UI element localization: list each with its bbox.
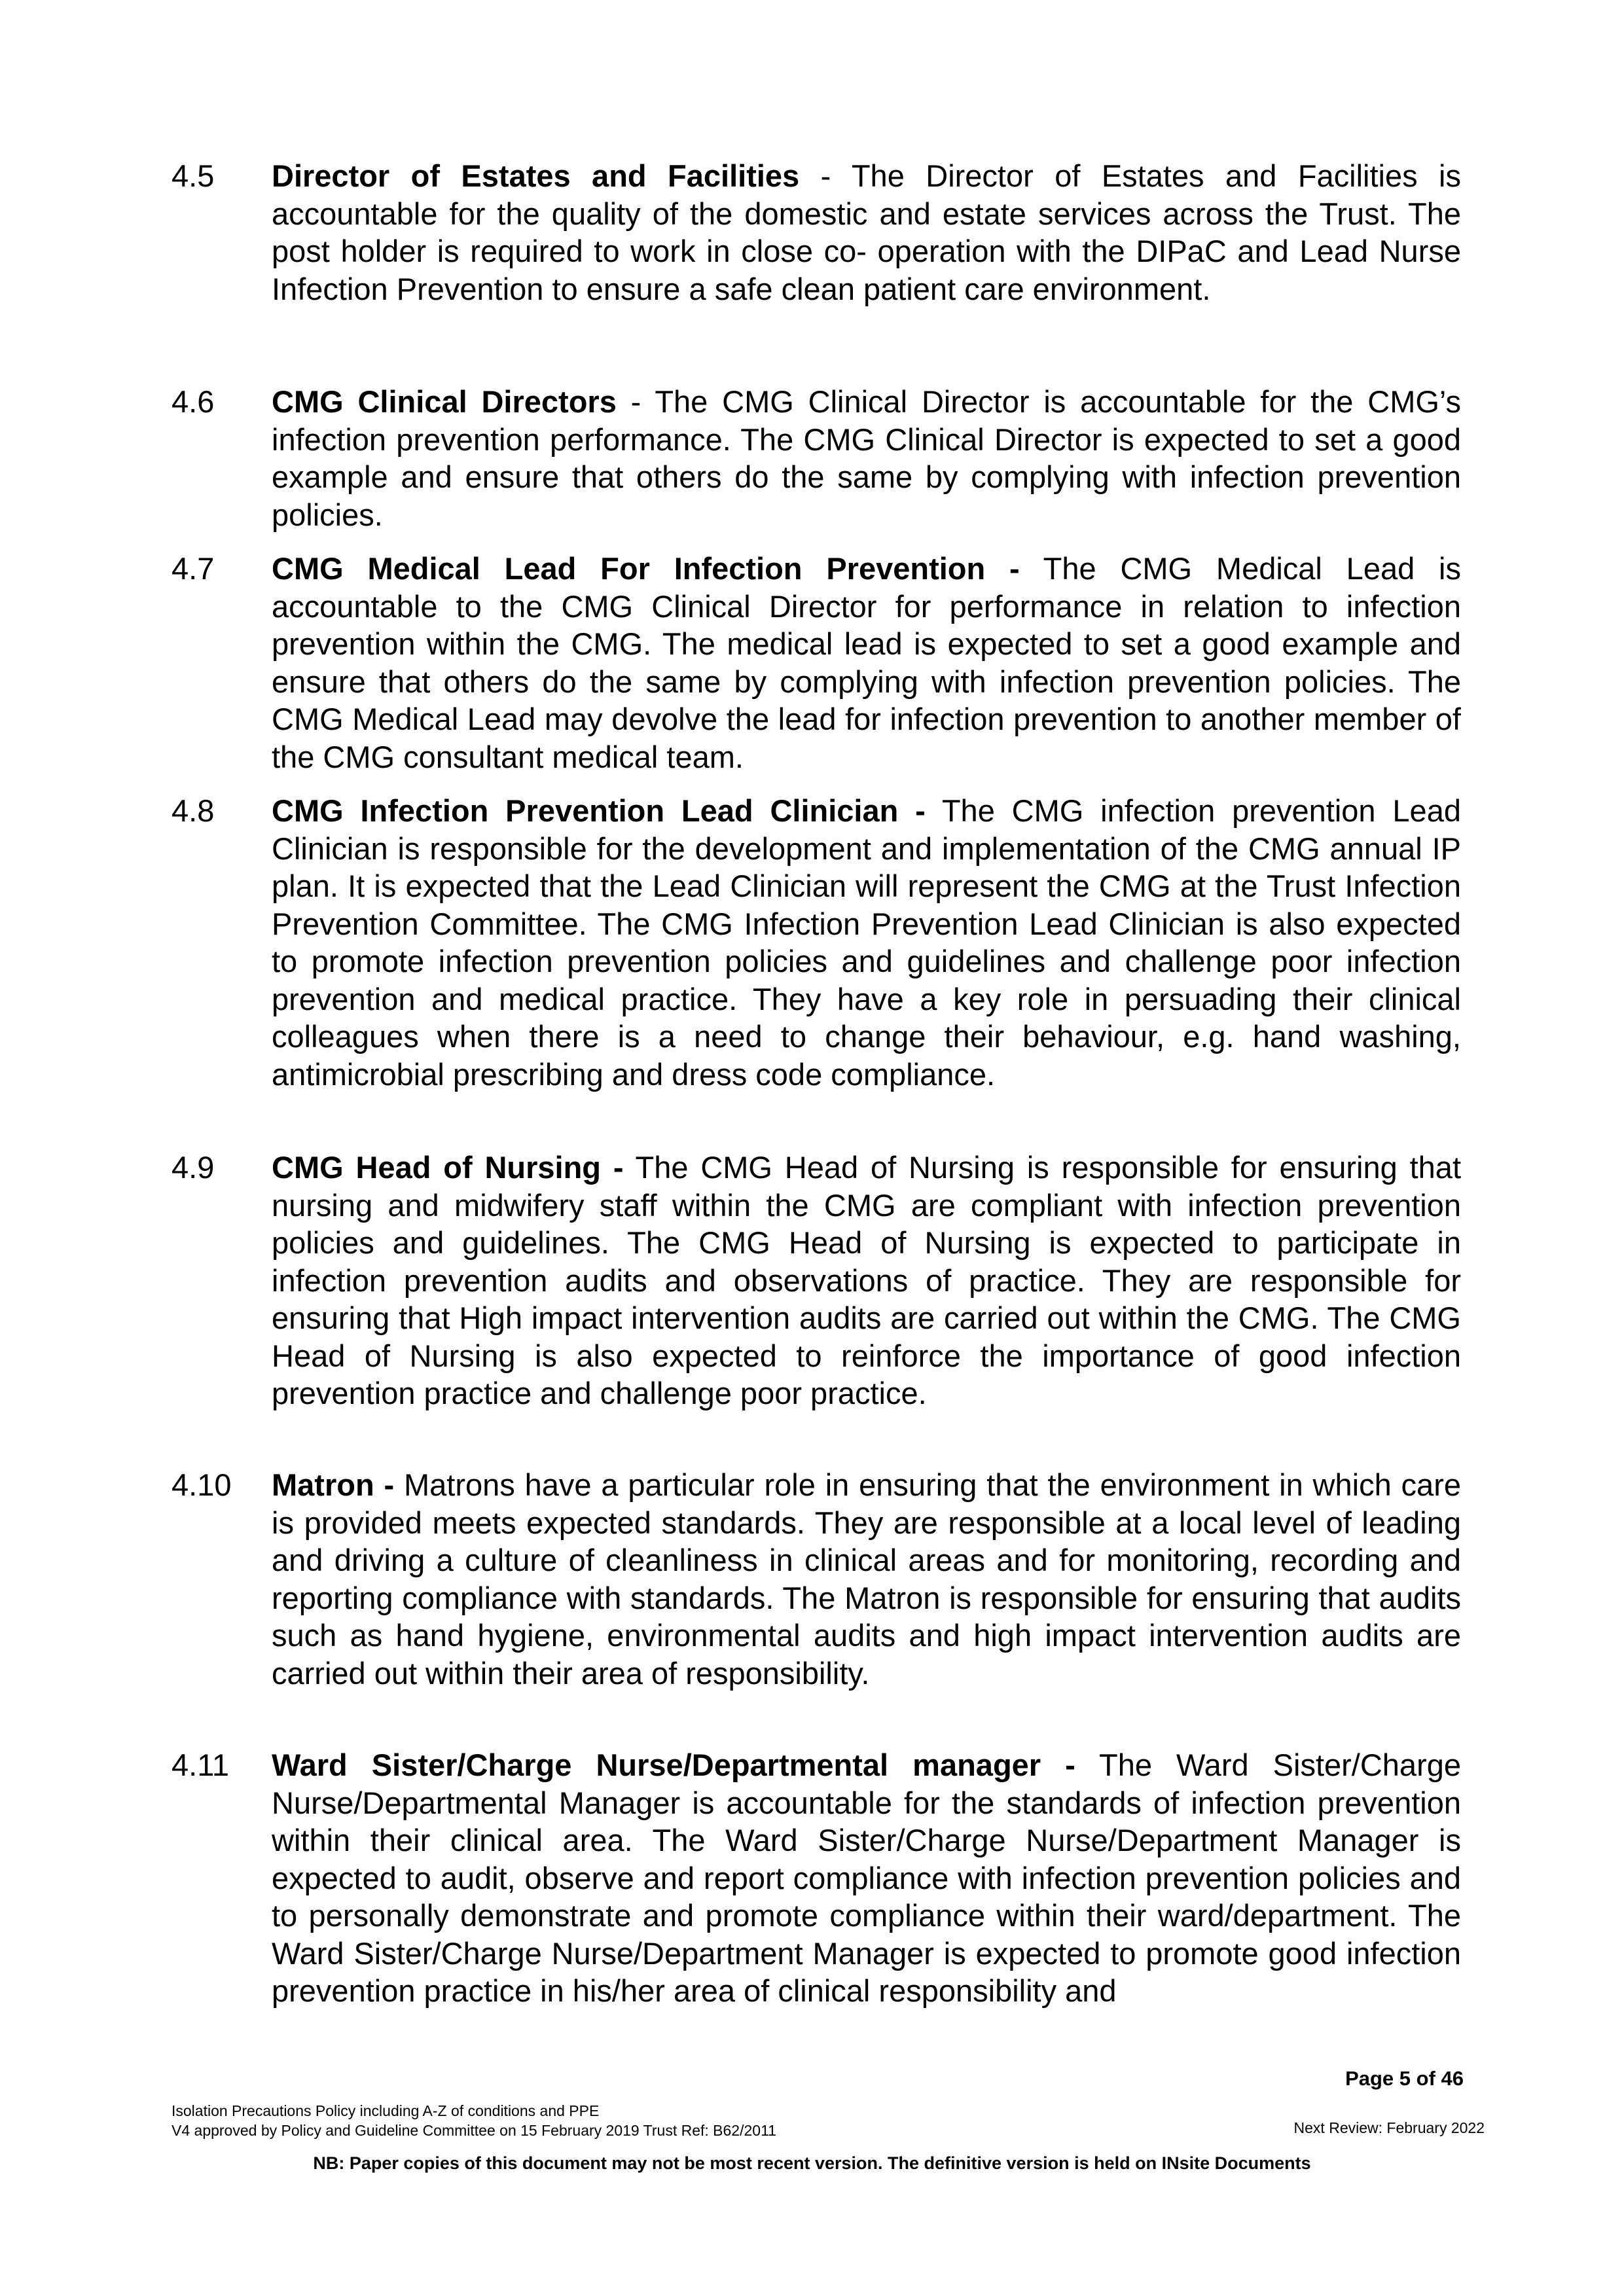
section-4-10 bbox=[171, 1466, 1461, 1692]
section-title: Ward Sister/Charge Nurse/Departmental manager - bbox=[272, 1748, 1075, 1782]
section-number: 4.5 bbox=[171, 158, 215, 193]
page-number: Page 5 of 46 bbox=[1345, 2067, 1464, 2090]
footer-info bbox=[171, 2101, 776, 2140]
section-body bbox=[272, 1746, 1461, 2010]
section-text: Matrons have a particular role in ensuring that the environment in which care is provided meets expected standards. They are responsible at a local level of leading and driving a culture of cleanliness in clinical areas and for monitoring, recording and reporting compliance with standards. The Matron is responsible for ensuring that audits such as hand hygiene, environmental audits and high impact intervention audits are carried out within their area of responsibility. bbox=[272, 1467, 1461, 1691]
title-separator bbox=[624, 1150, 636, 1185]
section-text: The CMG Clinical Director is accountable for the CMG’s infection prevention performance. The CMG Clinical Director is expected to set a good example and ensure that others do the same by complying with infection prevention policies. bbox=[272, 384, 1461, 532]
section-4-9 bbox=[171, 1149, 1461, 1412]
section-body bbox=[272, 792, 1461, 1093]
section-4-7 bbox=[171, 550, 1461, 776]
section-number: 4.9 bbox=[171, 1150, 215, 1185]
section-number: 4.10 bbox=[171, 1467, 232, 1502]
title-separator bbox=[394, 1467, 404, 1502]
section-number: 4.11 bbox=[171, 1748, 229, 1782]
section-title: CMG Head of Nursing - bbox=[272, 1150, 624, 1185]
section-body bbox=[272, 550, 1461, 776]
section-body bbox=[272, 157, 1461, 308]
section-title: Matron - bbox=[272, 1467, 395, 1502]
section-text: The CMG Head of Nursing is responsible for ensuring that nursing and midwifery staff within the CMG are compliant with infection prevention policies and guidelines. The CMG Head of Nursing is expected to participate in infection prevention audits and observations of practice. They are responsible for ensuring that High impact intervention audits are carried out within the CMG. The CMG Head of Nursing is also expected to reinforce the importance of good infection prevention practice and challenge poor practice. bbox=[272, 1150, 1462, 1410]
section-title: CMG Clinical Directors bbox=[272, 384, 617, 419]
section-text: The Director of Estates and Facilities is accountable for the quality of the domestic and estate services across the Trust. The post holder is required to work in close co- operation with the DIPaC and Lead Nurse Infection Prevention to ensure a safe clean patient care environment. bbox=[272, 158, 1461, 306]
section-title: Director of Estates and Facilities bbox=[272, 158, 800, 193]
footer-approval: V4 approved by Policy and Guideline Committee on 15 February 2019 Trust Ref: B62/2011 bbox=[171, 2122, 776, 2139]
title-separator bbox=[1020, 551, 1043, 586]
section-4-6 bbox=[171, 383, 1461, 533]
footer-next-review: Next Review: February 2022 bbox=[1293, 2119, 1485, 2136]
title-separator: - bbox=[616, 384, 655, 419]
section-text: The CMG Medical Lead is accountable to the CMG Clinical Director for performance in relation to infection prevention within the CMG. The medical lead is expected to set a good example and ensure that others do the same by complying with infection prevention policies. The CMG Medical Lead may devolve the lead for infection prevention to another member of the CMG consultant medical team. bbox=[272, 551, 1461, 774]
section-text: The Ward Sister/Charge Nurse/Departmental Manager is accountable for the standards of infection prevention within their clinical area. The Ward Sister/Charge Nurse/Department Manager is expected to audit, observe and report compliance with infection prevention policies and to personally demonstrate and promote compliance within their ward/department. The Ward Sister/Charge Nurse/Department Manager is expected to promote good infection prevention practice in his/her area of clinical responsibility and bbox=[272, 1748, 1462, 2008]
section-number: 4.6 bbox=[171, 384, 215, 419]
section-4-11 bbox=[171, 1746, 1461, 2010]
section-title: CMG Medical Lead For Infection Prevention - bbox=[272, 551, 1020, 586]
section-body bbox=[272, 383, 1461, 533]
section-body bbox=[272, 1149, 1461, 1412]
section-number: 4.8 bbox=[171, 793, 215, 828]
footer-nb-notice: NB: Paper copies of this document may not be most recent version. The definitive version is held on INsite Documents bbox=[313, 2153, 1311, 2173]
footer-doc-title: Isolation Precautions Policy including A-Z of conditions and PPE bbox=[171, 2102, 600, 2119]
section-4-8 bbox=[171, 792, 1461, 1093]
section-4-5 bbox=[171, 157, 1461, 308]
section-number: 4.7 bbox=[171, 551, 215, 586]
title-separator bbox=[926, 793, 942, 828]
section-title: CMG Infection Prevention Lead Clinician - bbox=[272, 793, 926, 828]
title-separator: - bbox=[799, 158, 852, 193]
title-separator bbox=[1075, 1748, 1099, 1782]
section-body bbox=[272, 1466, 1461, 1692]
section-text: The CMG infection prevention Lead Clinician is responsible for the development and implementation of the CMG annual IP plan. It is expected that the Lead Clinician will represent the CMG at the Trust Infection Prevention Committee. The CMG Infection Prevention Lead Clinician is also expected to promote infection prevention policies and guidelines and challenge poor infection prevention and medical practice. They have a key role in persuading their clinical colleagues when there is a need to change their behaviour, e.g. hand washing, antimicrobial prescribing and dress code compliance. bbox=[272, 793, 1461, 1092]
